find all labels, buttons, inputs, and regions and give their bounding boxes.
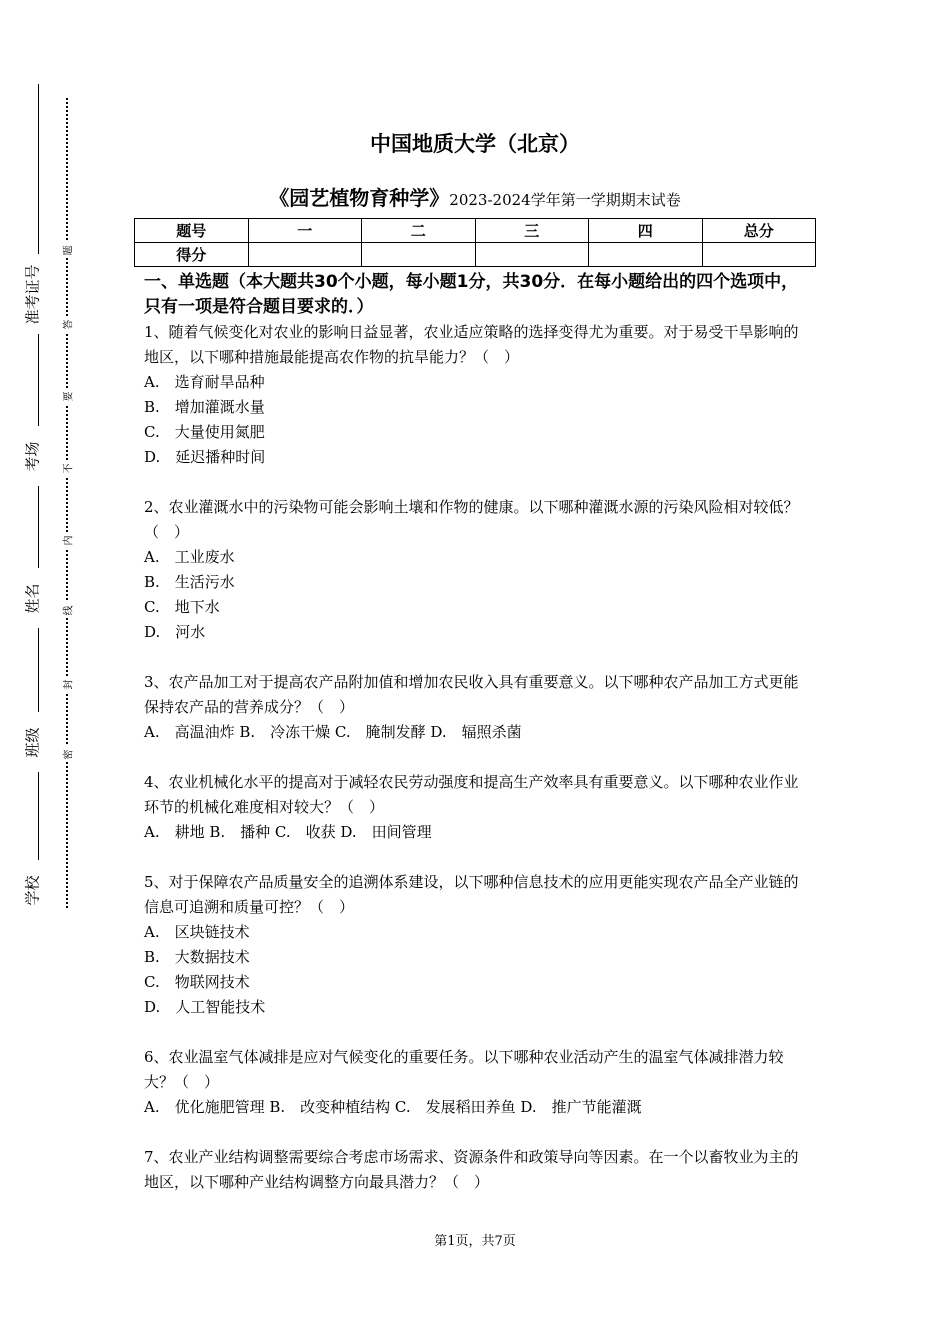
exam-subtitle (0, 182, 950, 211)
score-table-header-row (135, 219, 816, 243)
option-d: D. 人工智能技术 (144, 998, 266, 1016)
question-text: 6、农业温室气体减排是应对气候变化的重要任务。以下哪种农业活动产生的温室气体减排潜力较大？（ ） (144, 1048, 784, 1091)
question-text: 2、农业灌溉水中的污染物可能会影响土壤和作物的健康。以下哪种灌溉水源的污染风险相对较低？（ ） (144, 498, 799, 541)
option-c: C. 物联网技术 (144, 973, 250, 991)
question-text: 4、农业机械化水平的提高对于减轻农民劳动强度和提高生产效率具有重要意义。以下哪种农业作业环节的机械化难度相对较大？（ ） (144, 773, 799, 816)
score-cell-part-3: 三 (475, 219, 589, 243)
option-c: C. 地下水 (144, 598, 220, 616)
question-6 (144, 1045, 810, 1120)
exam-content (144, 270, 810, 1195)
score-row-label: 得分 (135, 243, 249, 267)
binding-line-4 (38, 628, 39, 712)
score-input-part-2 (362, 243, 476, 267)
options-inline: A. 优化施肥管理 B. 改变种植结构 C. 发展稻田养鱼 D. 推广节能灌溉 (144, 1098, 642, 1116)
option-d: D. 河水 (144, 623, 206, 641)
options-inline: A. 高温油炸 B. 冷冻干燥 C. 腌制发酵 D. 辐照杀菌 (144, 723, 522, 741)
seal-char: 线 (60, 602, 74, 618)
score-input-part-4 (589, 243, 703, 267)
university-title: 中国地质大学（北京） (370, 132, 580, 156)
seal-char: 内 (60, 532, 74, 548)
question-1 (144, 320, 810, 470)
score-input-part-3 (475, 243, 589, 267)
question-4 (144, 770, 810, 845)
seal-dotted-line (66, 98, 68, 908)
page-footer: 第1页，共7页 (434, 1234, 516, 1249)
question-text: 1、随着气候变化对农业的影响日益显著，农业适应策略的选择变得尤为重要。对于易受干旱影响的地区，以下哪种措施最能提高农作物的抗旱能力？（ ） (144, 323, 799, 366)
option-b: B. 大数据技术 (144, 948, 250, 966)
option-a: A. 工业废水 (144, 548, 235, 566)
seal-char: 题 (60, 242, 74, 258)
question-text: 7、农业产业结构调整需要综合考虑市场需求、资源条件和政策导向等因素。在一个以畜牧业为主的地区，以下哪种产业结构调整方向最具潜力？（ ） (144, 1148, 799, 1191)
seal-char: 不 (60, 460, 74, 476)
seal-char: 答 (60, 316, 74, 332)
section-header: 一、单选题（本大题共30个小题，每小题1分，共30分．在每小题给出的四个选项中，只有一项是符合题目要求的．） (144, 272, 799, 317)
seal-char: 要 (60, 388, 74, 404)
option-d: D. 延迟播种时间 (144, 448, 266, 466)
binding-line-1 (38, 84, 39, 254)
question-text: 5、对于保障农产品质量安全的追溯体系建设，以下哪种信息技术的应用更能实现农产品全产业链的信息可追溯和质量可控？（ ） (144, 873, 799, 916)
score-table (134, 218, 816, 267)
option-c: C. 大量使用氮肥 (144, 423, 265, 441)
field-exam-id: 准考证号 (23, 263, 42, 325)
seal-char: 密 (60, 746, 74, 762)
score-cell-part-2: 二 (362, 219, 476, 243)
field-name: 姓名 (23, 582, 42, 614)
score-input-total (702, 243, 816, 267)
score-input-part-1 (248, 243, 362, 267)
question-7 (144, 1145, 810, 1195)
option-a: A. 选育耐旱品种 (144, 373, 265, 391)
question-2 (144, 495, 810, 645)
course-name: 《园艺植物育种学》 (269, 186, 450, 210)
question-3 (144, 670, 810, 745)
score-cell-part-1: 一 (248, 219, 362, 243)
option-a: A. 区块链技术 (144, 923, 250, 941)
field-exam-room: 考场 (23, 440, 42, 472)
binding-line-5 (38, 772, 39, 860)
binding-line-3 (38, 486, 39, 568)
term-label: 2023-2024学年第一学期期末试卷 (449, 191, 681, 209)
score-table-score-row (135, 243, 816, 267)
field-school: 学校 (23, 874, 42, 906)
field-class: 班级 (23, 726, 42, 758)
question-text: 3、农产品加工对于提高农产品附加值和增加农民收入具有重要意义。以下哪种农产品加工方式更能保持农产品的营养成分？（ ） (144, 673, 799, 716)
score-cell-total: 总分 (702, 219, 816, 243)
seal-char: 封 (60, 676, 74, 692)
question-5 (144, 870, 810, 1020)
binding-line-2 (38, 334, 39, 426)
score-cell-label: 题号 (135, 219, 249, 243)
score-cell-part-4: 四 (589, 219, 703, 243)
option-b: B. 生活污水 (144, 573, 235, 591)
options-inline: A. 耕地 B. 播种 C. 收获 D. 田间管理 (144, 823, 432, 841)
option-b: B. 增加灌溉水量 (144, 398, 265, 416)
